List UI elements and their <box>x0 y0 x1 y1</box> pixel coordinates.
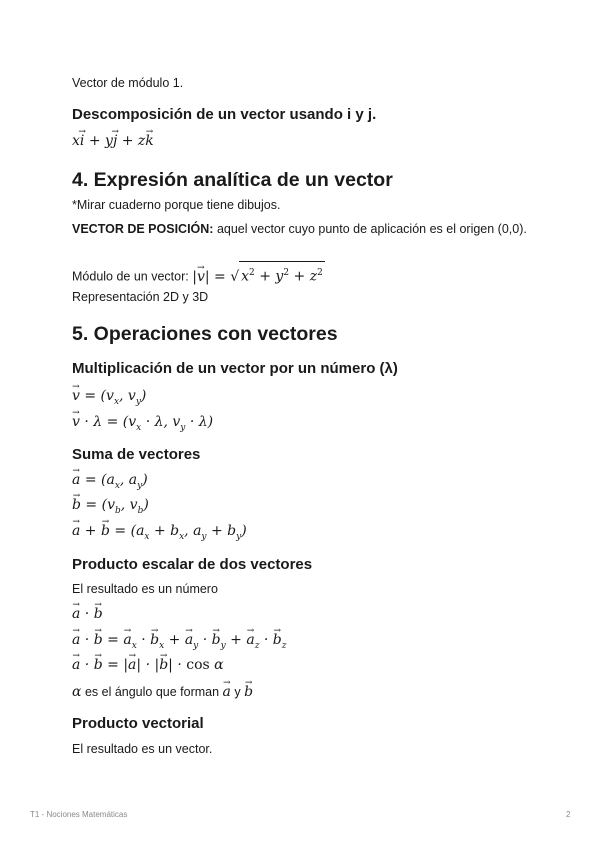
footer-page-number: 2 <box>566 810 571 819</box>
formula-b-components: → $b = (v_b$, $v_b$) <box>72 494 149 522</box>
modulo-vector-line <box>72 261 325 288</box>
vector-a-symbol: → a <box>223 684 231 700</box>
alpha-symbol: α <box>72 684 82 700</box>
formula-a-dot-b-cos: → a · → b = |→ a| · |→ b| · cos α <box>72 654 224 676</box>
alpha-angle-line <box>72 681 253 703</box>
formula-v-components: → $v = (v_x$, $v_y$) <box>72 385 146 413</box>
heading-descomposicion: Descomposición de un vector usando i y j. <box>72 106 377 123</box>
formula-v-times-lambda: → $v \cdot \lambda = (v_x \cdot \lambda$, $v_y \cdot \lambda$) <box>72 411 213 439</box>
heading-producto-vectorial: Producto vectorial <box>72 715 204 732</box>
resultado-numero-text: El resultado es un número <box>72 582 218 596</box>
alpha-text: es el ángulo que forman <box>81 685 223 699</box>
mirar-cuaderno-text: *Mirar cuaderno porque tiene dibujos. <box>72 198 281 212</box>
vector-posicion-paragraph <box>72 220 532 238</box>
heading-expresion-analitica: 4. Expresión analítica de un vector <box>72 169 393 191</box>
heading-multiplicacion: Multiplicación de un vector por un número (λ) <box>72 360 398 377</box>
heading-suma: Suma de vectores <box>72 446 201 463</box>
footer-title: T1 - Nociones Matemáticas <box>30 810 128 819</box>
formula-a-components: → $a = (a_x$, $a_y$) <box>72 469 148 497</box>
formula-a-dot-b-components: → a · → b = → $a_x$ · → $b_x$ + → $a_y$ · → $b_y$ + → $a_z$ · → $b_z$ <box>72 629 287 657</box>
heading-operaciones: 5. Operaciones con vectores <box>72 323 338 345</box>
alpha-y-text: y <box>230 685 245 699</box>
formula-a-dot-b: → a · → b <box>72 603 103 625</box>
vector-posicion-definition: aquel vector cuyo punto de aplicación es el origen (0,0). <box>213 222 527 236</box>
formula-modulo: |→ v| = √ $x^2 + y^2 + z^2$ <box>192 269 325 285</box>
representacion-text: Representación 2D y 3D <box>72 290 209 304</box>
resultado-vector-text: El resultado es un vector. <box>72 742 213 756</box>
vector-posicion-label: VECTOR DE POSICIÓN: <box>72 222 214 236</box>
formula-descomposicion: x→ i + y→ j + z→ k <box>72 130 154 152</box>
heading-producto-escalar: Producto escalar de dos vectores <box>72 556 313 573</box>
modulo-label: Módulo de un vector: <box>72 269 193 284</box>
formula-a-plus-b: → a + → $b = (a_x + b_x$, $a_y + b_y$) <box>72 520 247 548</box>
vector-modulo-1-text: Vector de módulo 1. <box>72 76 184 90</box>
vector-b-symbol: → b <box>244 684 253 700</box>
